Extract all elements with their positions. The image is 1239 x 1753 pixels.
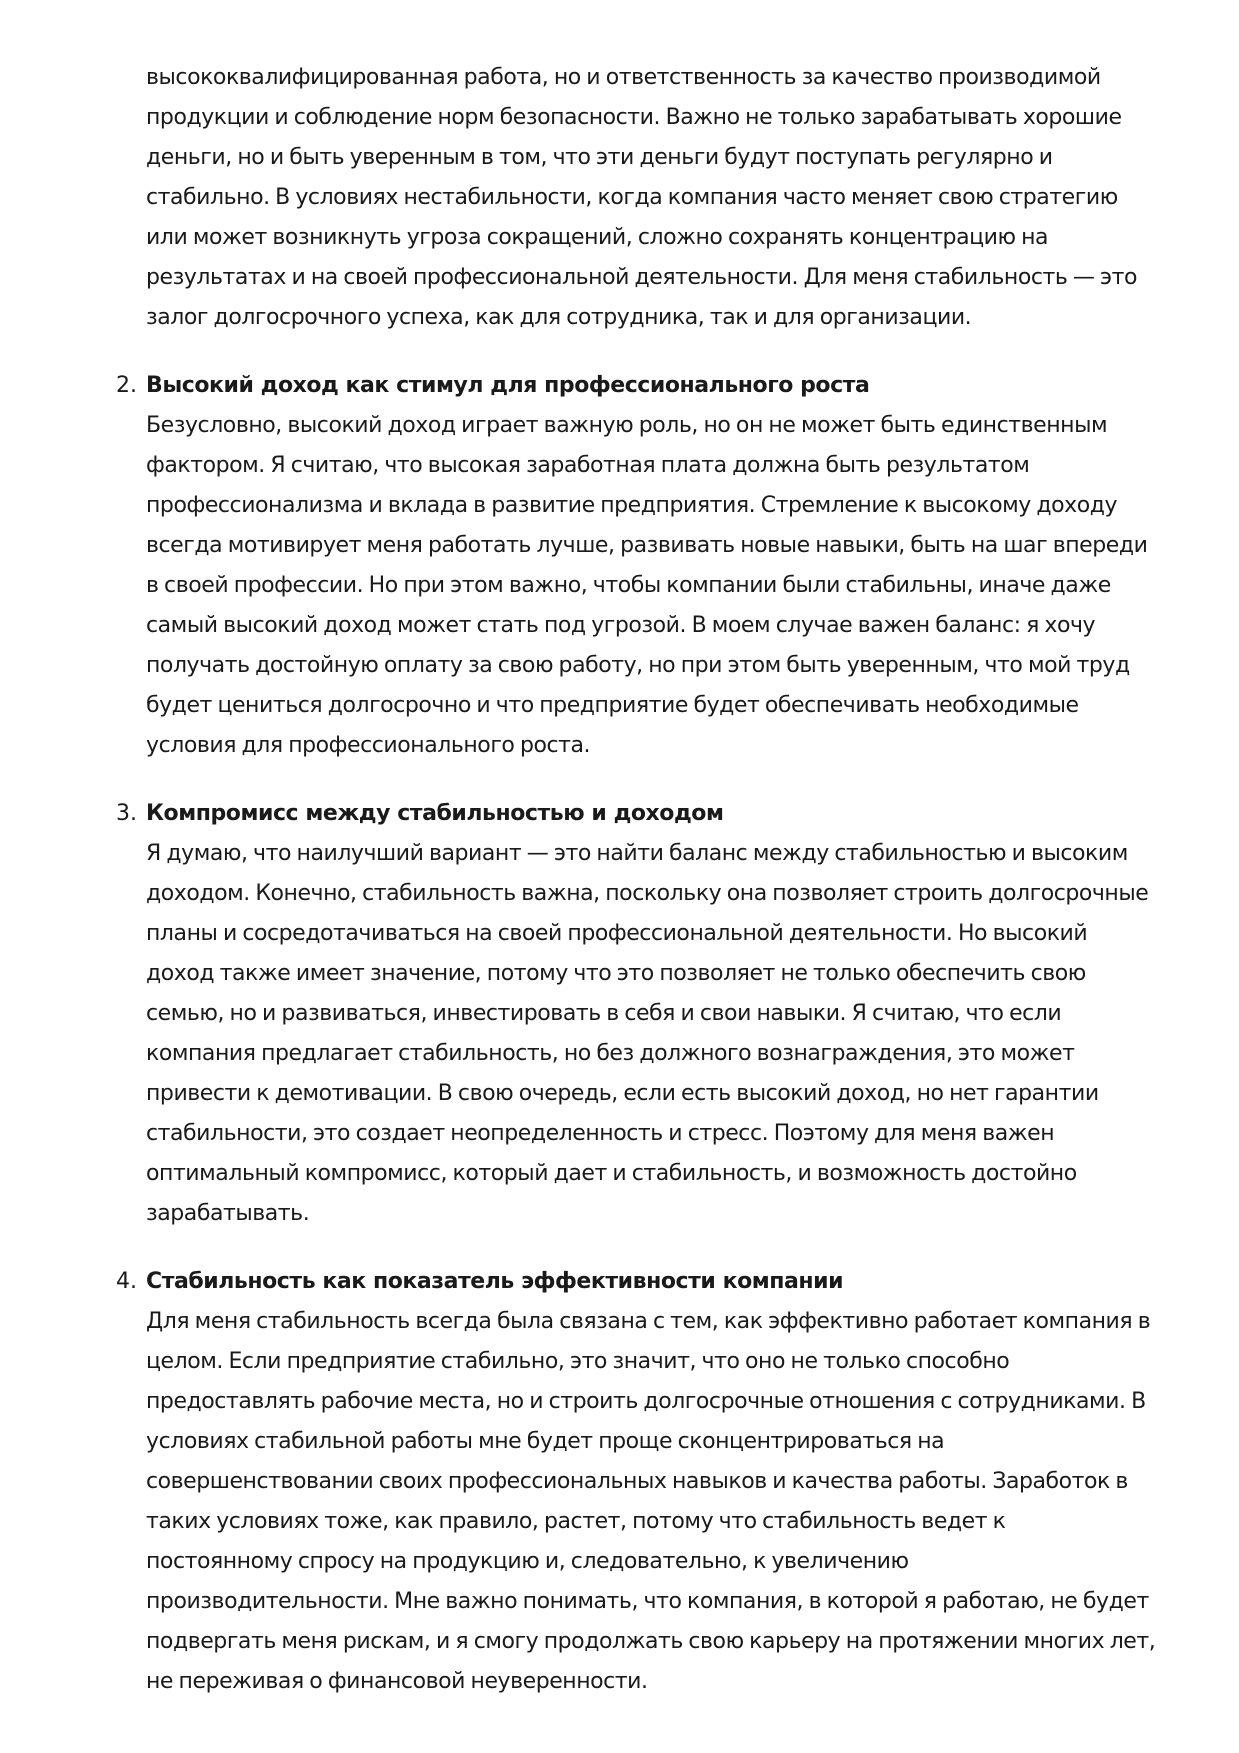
list-item (0, 794, 1239, 1234)
list-item-title: Высокий доход как стимул для профессионального роста (146, 373, 870, 398)
list-item-body: Безусловно, высокий доход играет важную роль, но он не может быть единственным фактором. Я считаю, что высокая заработная плата должна быть результатом профессионализма и вклада в развитие предприятия. Стремление к высокому доходу всегда мотивирует меня работать лучше, развивать новые навыки, быть на шаг впереди в своей профессии. Но при этом важно, чтобы компании были стабильны, иначе даже самый высокий доход может стать под угрозой. В моем случае важен баланс: я хочу получать достойную оплату за свою работу, но при этом быть уверенным, что мой труд будет цениться долгосрочно и что предприятие будет обеспечивать необходимые условия для профессионального роста. (146, 413, 1148, 758)
list-item-body: Я думаю, что наилучший вариант — это найти баланс между стабильностью и высоким доходом. Конечно, стабильность важна, поскольку она позволяет строить долгосрочные планы и сосредотачиваться на своей профессиональной деятельности. Но высокий доход также имеет значение, потому что это позволяет не только обеспечить свою семью, но и развиваться, инвестировать в себя и свои навыки. Я считаю, что если компания предлагает стабильность, но без должного вознаграждения, это может привести к демотивации. В свою очередь, если есть высокий доход, но нет гарантии стабильности, это создает неопределенность и стресс. Поэтому для меня важен оптимальный компромисс, который дает и стабильность, и возможность достойно зарабатывать. (146, 841, 1149, 1226)
list-item-title: Стабильность как показатель эффективности компании (146, 1269, 844, 1294)
list-item-title: Компромисс между стабильностью и доходом (146, 801, 724, 826)
list-item (0, 366, 1239, 766)
list-item-number: 3. (116, 801, 137, 826)
intro-paragraph: высококвалифицированная работа, но и ответственность за качество производимой продукции и соблюдение норм безопасности. Важно не только зарабатывать хорошие деньги, но и быть уверенным в том, что эти деньги будут поступать регулярно и стабильно. В условиях нестабильности, когда компания часто меняет свою стратегию или может возникнуть угроза сокращений, сложно сохранять концентрацию на результатах и на своей профессиональной деятельности. Для меня стабильность — это залог долгосрочного успеха, как для сотрудника, так и для организации. (146, 65, 1137, 330)
list-item-number: 4. (116, 1269, 137, 1294)
document-page (0, 58, 1239, 1702)
list-item-body: Для меня стабильность всегда была связана с тем, как эффективно работает компания в целом. Если предприятие стабильно, это значит, что оно не только способно предоставлять рабочие места, но и строить долгосрочные отношения с сотрудниками. В условиях стабильной работы мне будет проще сконцентрироваться на совершенствовании своих профессиональных навыков и качества работы. Заработок в таких условиях тоже, как правило, растет, потому что стабильность ведет к постоянному спросу на продукцию и, следовательно, к увеличению производительности. Мне важно понимать, что компания, в которой я работаю, не будет подвергать меня рискам, и я смогу продолжать свою карьеру на протяжении многих лет, не переживая о финансовой неуверенности. (146, 1309, 1156, 1694)
list-item-number: 2. (116, 373, 137, 398)
list-item (0, 1262, 1239, 1702)
